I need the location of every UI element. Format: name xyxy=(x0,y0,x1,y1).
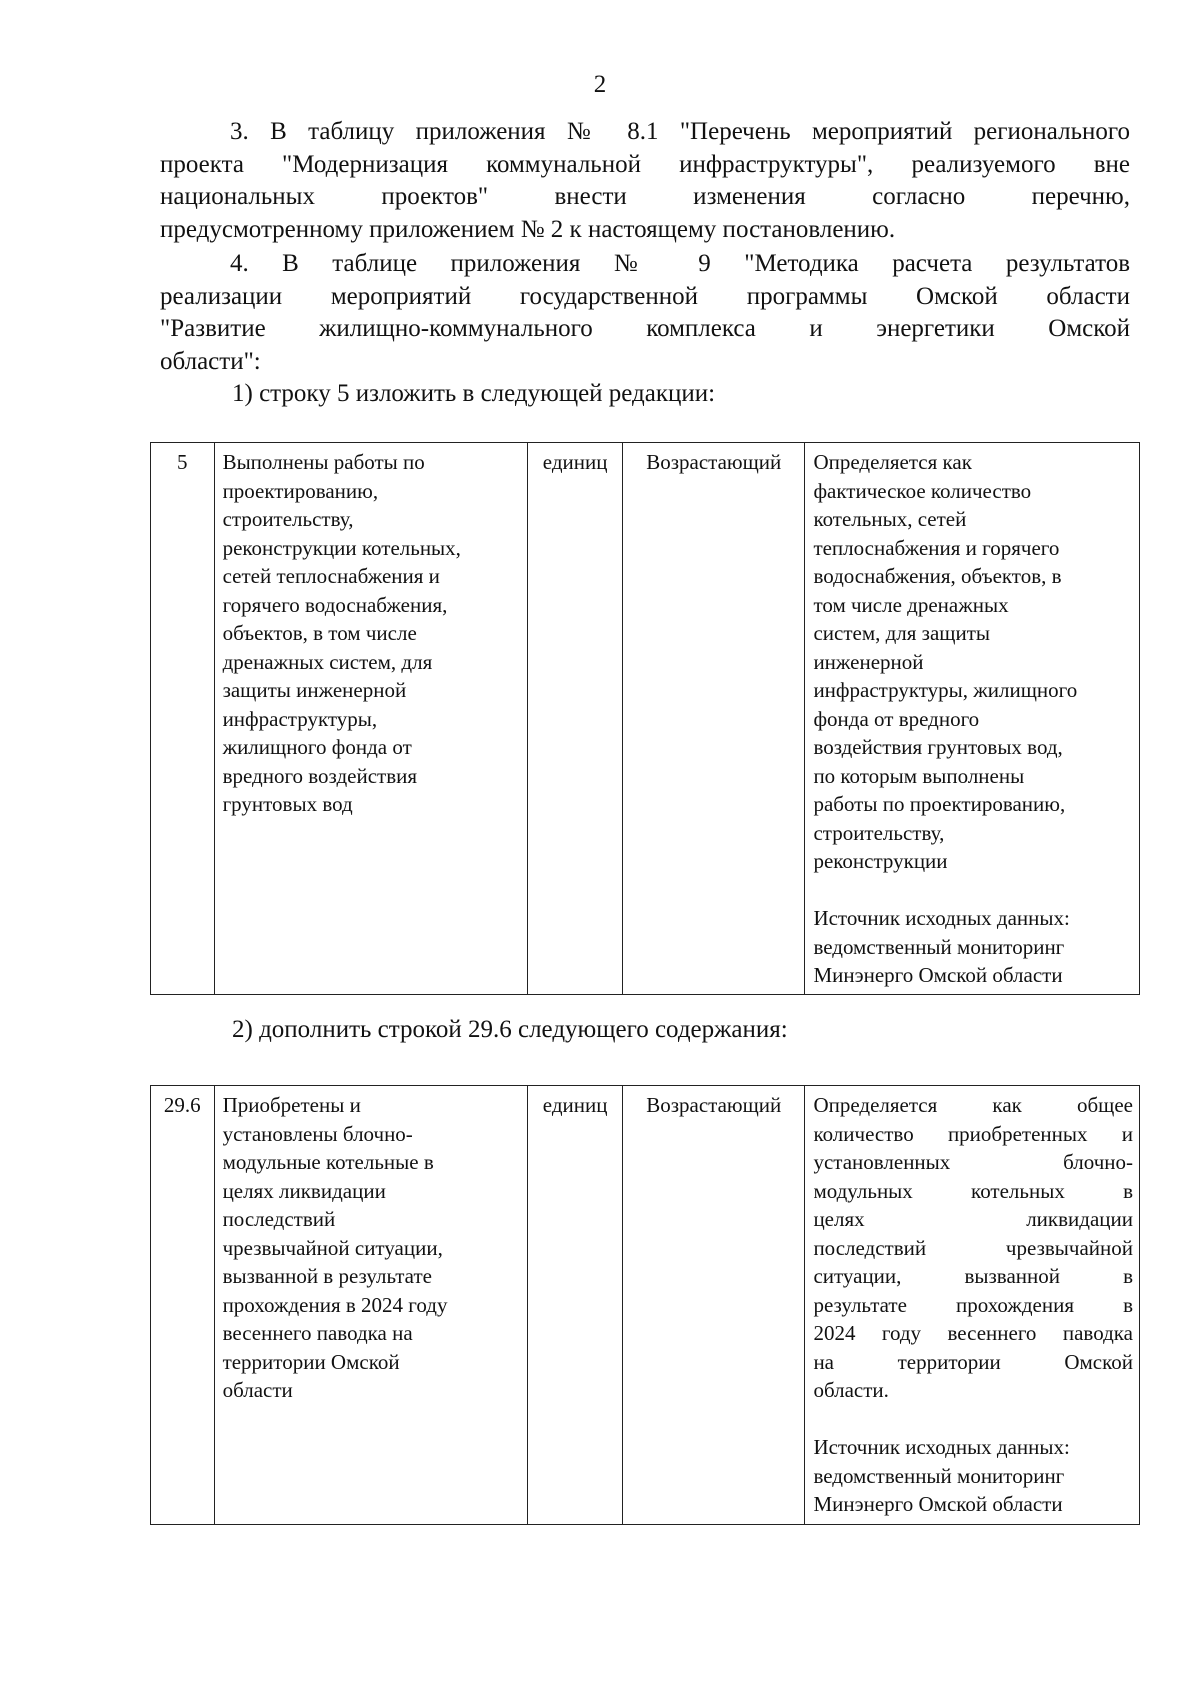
result-name-line: грунтовых вод xyxy=(222,792,353,816)
method-line: результате прохождения в xyxy=(813,1292,1133,1317)
row-number-cell: 29.6 xyxy=(151,1086,215,1525)
method-line: инфраструктуры, жилищного xyxy=(813,678,1078,702)
paragraph-gap xyxy=(813,1405,1133,1434)
method-cell xyxy=(805,1086,1140,1525)
result-name-line: дренажных систем, для xyxy=(222,649,433,674)
method-line: на территории Омской xyxy=(813,1349,1133,1374)
table-row-29-6 xyxy=(150,1085,1140,1525)
method-line: работы по проектированию, xyxy=(813,792,1066,816)
result-name-line: модульные котельные в xyxy=(222,1150,434,1174)
method-line: модульных котельных в xyxy=(813,1178,1133,1203)
method-line: количество приобретенных и xyxy=(813,1121,1133,1146)
result-name-line: установлены блочно- xyxy=(222,1121,413,1146)
method-line: строительству, xyxy=(813,820,945,845)
result-name-line: объектов, в том числе xyxy=(222,621,417,645)
unit-cell: единиц xyxy=(528,1086,623,1525)
method-line: Определяется как xyxy=(813,450,972,474)
result-name-line: чрезвычайной ситуации, xyxy=(222,1235,443,1260)
subitem-1: 1) строку 5 изложить в следующей редакции: xyxy=(232,380,716,407)
paragraph-3-line: национальных проектов" внести изменения согласно перечню, xyxy=(160,183,1130,210)
result-name-line: весеннего паводка на xyxy=(222,1321,413,1345)
result-name-line: последствий xyxy=(222,1207,336,1231)
source-line: ведомственный мониторинг xyxy=(813,1463,1065,1488)
direction-cell: Возрастающий xyxy=(623,1086,805,1525)
method-line: целях ликвидации xyxy=(813,1207,1133,1231)
result-name-line: проектированию, xyxy=(222,478,379,503)
method-line: фонда от вредного xyxy=(813,706,980,731)
result-name-line: жилищного фонда от xyxy=(222,735,412,759)
result-name-cell xyxy=(214,443,528,995)
source-line: Минэнерго Омской области xyxy=(813,1492,1063,1516)
source-line: Источник исходных данных: xyxy=(813,1435,1070,1459)
paragraph-4-line: области": xyxy=(160,347,261,375)
method-line: установленных блочно- xyxy=(813,1150,1133,1174)
method-line: водоснабжения, объектов, в xyxy=(813,564,1062,588)
method-line: Определяется как общее xyxy=(813,1093,1133,1117)
paragraph-3-line: 3. В таблицу приложения № 8.1 "Перечень мероприятий регионального xyxy=(230,118,1130,145)
result-name-line: реконструкции котельных, xyxy=(222,535,461,560)
result-name-line: Приобретены и xyxy=(222,1093,361,1117)
source-line: Источник исходных данных: xyxy=(813,906,1070,930)
source-line: Минэнерго Омской области xyxy=(813,963,1063,987)
method-line: систем, для защиты xyxy=(813,621,990,645)
paragraph-4 xyxy=(160,248,1130,378)
paragraph-3-line: проекта "Модернизация коммунальной инфраструктуры", реализуемого вне xyxy=(160,150,1130,178)
result-name-line: области xyxy=(222,1378,293,1402)
paragraph-gap xyxy=(813,876,1133,905)
method-line: области. xyxy=(813,1378,889,1402)
subitem-2: 2) дополнить строкой 29.6 следующего содержания: xyxy=(232,1016,788,1043)
method-line: реконструкции xyxy=(813,849,948,873)
result-name-line: территории Омской xyxy=(222,1349,400,1374)
result-name-line: прохождения в 2024 году xyxy=(222,1292,448,1317)
paragraph-3-line: предусмотренному приложением № 2 к настоящему постановлению. xyxy=(160,215,896,243)
result-name-line: сетей теплоснабжения и xyxy=(222,564,440,588)
result-name-cell xyxy=(214,1086,528,1525)
paragraph-4-line: "Развитие жилищно-коммунального комплекса и энергетики Омской xyxy=(160,315,1130,342)
method-line: теплоснабжения и горячего xyxy=(813,535,1060,560)
unit-cell: единиц xyxy=(528,443,623,995)
result-name-line: инфраструктуры, xyxy=(222,706,378,731)
direction-cell: Возрастающий xyxy=(623,443,805,995)
method-line: ситуации, вызванной в xyxy=(813,1264,1133,1288)
method-line: по которым выполнены xyxy=(813,763,1025,788)
result-name-line: вредного воздействия xyxy=(222,763,418,788)
result-name-line: горячего водоснабжения, xyxy=(222,592,448,617)
result-name-line: Выполнены работы по xyxy=(222,450,425,474)
method-line: воздействия грунтовых вод, xyxy=(813,735,1063,759)
result-name-line: строительству, xyxy=(222,507,354,531)
table-row xyxy=(151,443,1140,995)
paragraph-4-line: 4. В таблице приложения № 9 "Методика расчета результатов xyxy=(230,250,1130,277)
method-line: последствий чрезвычайной xyxy=(813,1235,1133,1260)
method-line: инженерной xyxy=(813,649,924,674)
result-name-line: вызванной в результате xyxy=(222,1264,432,1288)
table-row xyxy=(151,1086,1140,1525)
method-line: котельных, сетей xyxy=(813,507,967,531)
result-name-line: защиты инженерной xyxy=(222,678,407,702)
result-name-line: целях ликвидации xyxy=(222,1178,386,1203)
paragraph-4-line: реализации мероприятий государственной программы Омской области xyxy=(160,282,1130,310)
row-number-cell: 5 xyxy=(151,443,215,995)
source-line: ведомственный мониторинг xyxy=(813,934,1065,959)
page-number: 2 xyxy=(593,71,607,98)
paragraph-3 xyxy=(160,116,1130,246)
method-line: том числе дренажных xyxy=(813,592,1009,617)
method-cell xyxy=(805,443,1140,995)
method-line: 2024 году весеннего паводка xyxy=(813,1321,1133,1345)
method-line: фактическое количество xyxy=(813,478,1032,503)
table-row-5 xyxy=(150,442,1140,995)
